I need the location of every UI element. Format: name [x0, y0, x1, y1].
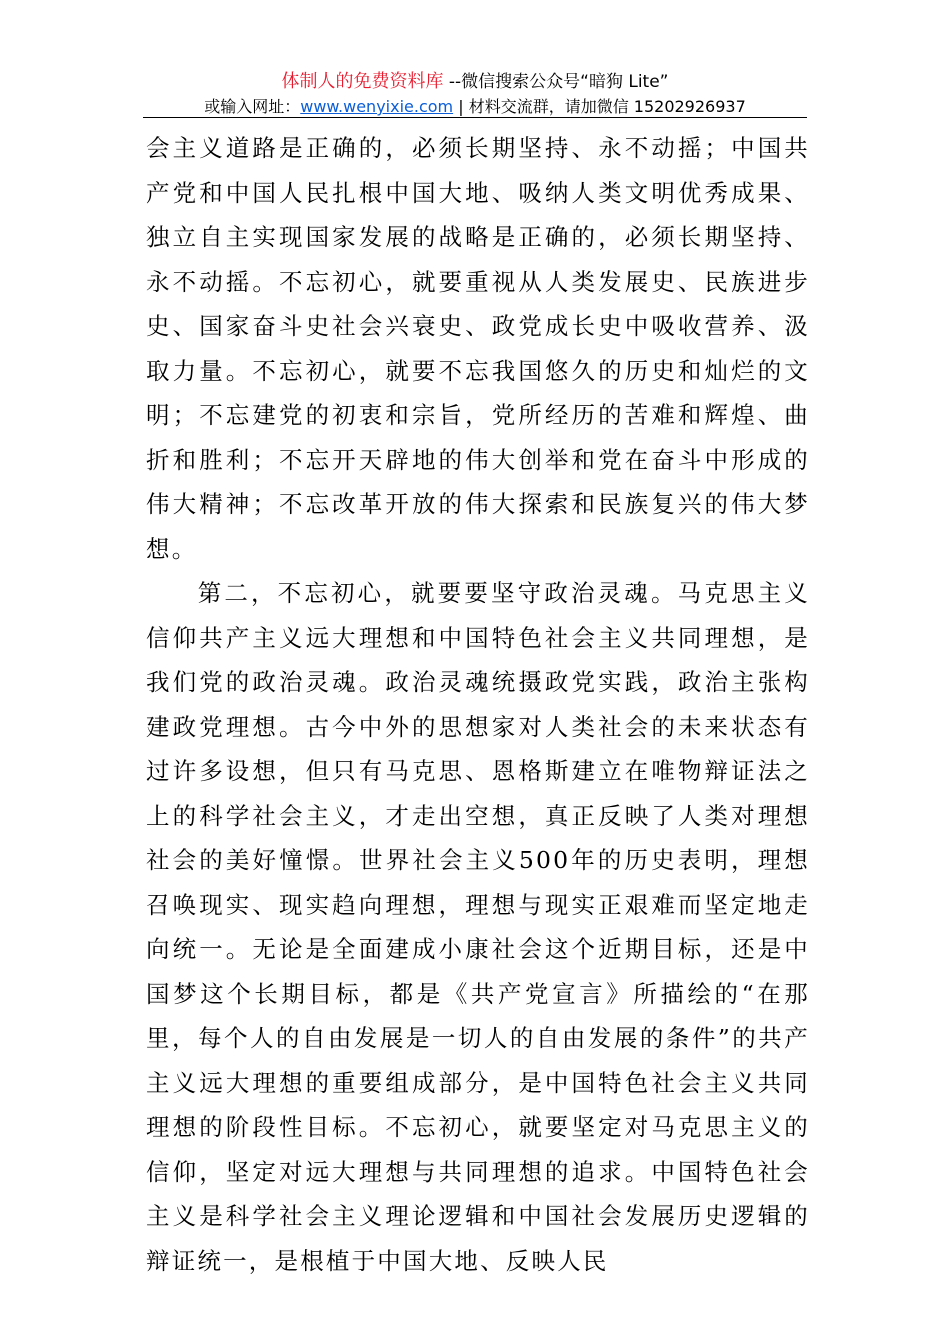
header-line-2 — [0, 96, 950, 118]
contact-info: 材料交流群，请加微信 15202926937 — [468, 97, 746, 116]
header-separator: | — [453, 97, 469, 116]
wechat-hint: --微信搜索公众号“暗狗 Lite” — [443, 72, 669, 92]
paragraph-1: 会主义道路是正确的，必须长期坚持、永不动摇；中国共产党和中国人民扎根中国大地、吸纳人类文明优秀成果、独立自主实现国家发展的战略是正确的，必须长期坚持、永不动摇。不忘初心，就要重视从人类发展史、民族进步史、国家奋斗史社会兴衰史、政党成长史中吸收营养、汲取力量。不忘初心，就要不忘我国悠久的历史和灿烂的文明；不忘建党的初衷和宗旨，党所经历的苦难和辉煌、曲折和胜利；不忘开天辟地的伟大创举和党在奋斗中形成的伟大精神；不忘改革开放的伟大探索和民族复兴的伟大梦想。 — [146, 134, 810, 563]
header-divider — [143, 117, 807, 118]
brand-title: 体制人的免费资料库 — [281, 71, 444, 92]
document-body — [146, 126, 810, 1283]
paragraph-2: 第二，不忘初心，就要要坚守政治灵魂。马克思主义信仰共产主义远大理想和中国特色社会主义共同理想，是我们党的政治灵魂。政治灵魂统摄政党实践，政治主张构建政党理想。古今中外的思想家对人类社会的未来状态有过许多设想，但只有马克思、恩格斯建立在唯物辩证法之上的科学社会主义，才走出空想，真正反映了人类对理想社会的美好憧憬。世界社会主义500年的历史表明，理想召唤现实、现实趋向理想，理想与现实正艰难而坚定地走向统一。无论是全面建成小康社会这个近期目标，还是中国梦这个长期目标，都是《共产党宣言》所描绘的“在那里，每个人的自由发展是一切人的自由发展的条件”的共产主义远大理想的重要组成部分，是中国特色社会主义共同理想的阶段性目标。不忘初心，就要坚定对马克思主义的信仰，坚定对远大理想与共同理想的追求。中国特色社会主义是科学社会主义理论逻辑和中国社会发展历史逻辑的辩证统一，是根植于中国大地、反映人民 — [146, 579, 810, 1275]
page-header — [0, 70, 950, 118]
website-link[interactable]: www.wenyixie.com — [300, 97, 454, 116]
url-prefix: 或输入网址： — [204, 97, 301, 116]
header-line-1 — [0, 70, 950, 94]
